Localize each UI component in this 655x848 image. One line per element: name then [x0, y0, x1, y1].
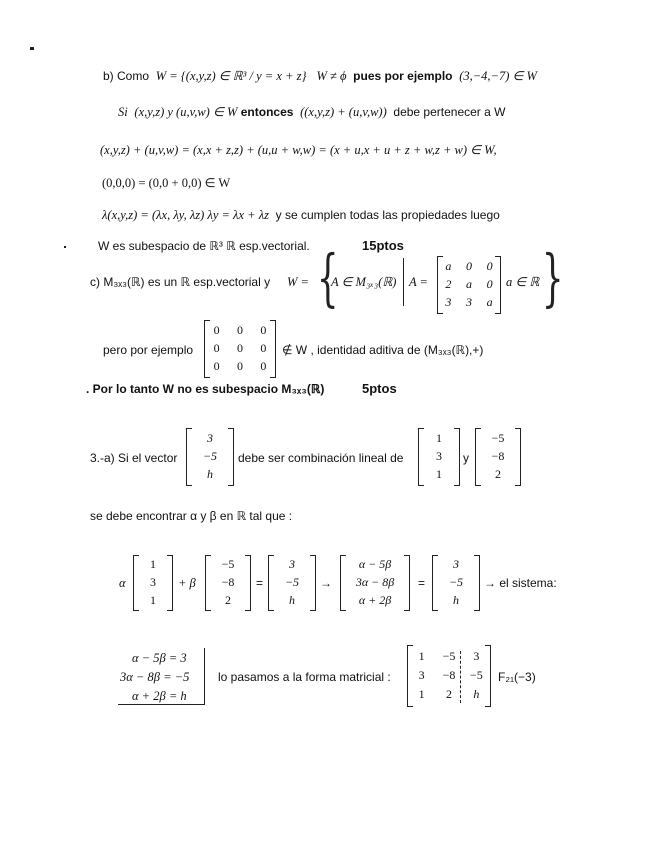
scalar-line: [102, 207, 500, 223]
vector-cell: 3: [289, 557, 295, 571]
row-operation: F₂₁(−3): [498, 670, 536, 684]
vector-row: [433, 575, 479, 590]
system-eq-1: α − 5β = 3: [132, 651, 187, 665]
vector-row: [269, 575, 315, 590]
vector-row: [341, 575, 409, 590]
zero-matrix: [204, 320, 276, 378]
vector-cell: 3: [150, 575, 156, 589]
matrix-row: [438, 295, 500, 310]
matrix-cell: 0: [260, 359, 267, 373]
vector-cell: 2: [495, 467, 501, 481]
matrix-cell: 0: [260, 323, 267, 337]
set-w-left: W =: [287, 275, 309, 289]
matrix-cell: 3: [465, 295, 472, 309]
partc-label: c) M₃ₓ₃(ℝ) es un ℝ esp.vectorial y: [90, 275, 271, 289]
matrix-row: [438, 259, 500, 274]
vector-v1: [418, 428, 460, 486]
matrix-cell: 0: [260, 341, 267, 355]
example-text: pues por ejemplo: [353, 69, 453, 83]
stray-mark: [64, 246, 66, 248]
vector-cell: 1: [150, 557, 156, 571]
matrix-cell: 2: [445, 277, 452, 291]
stray-mark: [30, 47, 34, 50]
vector-cell: 2: [225, 593, 231, 607]
vector-cell: h: [289, 593, 295, 607]
system-bracket: [204, 648, 205, 705]
equals-sign: =: [418, 576, 426, 590]
vector-row: [134, 593, 172, 608]
scalar-expression: λ(x,y,z) = (λx, λy, λz) λy = λx + λz: [102, 208, 269, 222]
augment-divider: [460, 651, 461, 703]
eq-vector-v1: [133, 555, 173, 611]
matrix-cell: 3: [445, 295, 452, 309]
vector-row: [134, 575, 172, 590]
vector-cell: 3α − 8β: [355, 575, 395, 589]
vector-cell: 3: [453, 557, 459, 571]
matrix-cell: 0: [236, 359, 243, 373]
vector-row: [187, 431, 233, 446]
vector-cell: h: [207, 467, 213, 481]
vector-cell: 1: [436, 431, 442, 445]
zero-vector-line: (0,0,0) = (0,0 + 0,0) ∈ W: [102, 176, 231, 190]
sum-expression: ((x,y,z) + (u,v,w)): [300, 105, 387, 119]
partb-line2: [118, 104, 505, 120]
set-definition: W = {(x,y,z) ∈ ℝ³ / y = x + z}: [155, 69, 307, 83]
vector-row: [206, 593, 250, 608]
matrix-cell: −8: [442, 668, 456, 682]
vector-row: [419, 467, 459, 482]
vector-cell: −5: [491, 431, 505, 445]
vector-cell: α + 2β: [358, 593, 392, 607]
partb-label: b) Como: [103, 69, 150, 83]
matrix-row: [205, 359, 275, 374]
vector-row: [187, 467, 233, 482]
vector-row: [206, 575, 250, 590]
vectors-in-w: (x,y,z) y (u,v,w) ∈ W: [134, 105, 238, 119]
points-15: 15ptos: [362, 238, 404, 253]
vector-row: [476, 449, 520, 464]
matrix-row: [205, 323, 275, 338]
matrix-row: [438, 277, 500, 292]
vector-cell: −8: [221, 575, 235, 589]
vector-row: [269, 557, 315, 572]
si-text: Si: [118, 105, 128, 119]
matrix-cell: 0: [213, 323, 220, 337]
matrix-cell: 0: [213, 359, 220, 373]
system-underline: [118, 704, 204, 705]
vector-cell: −8: [491, 449, 505, 463]
vector-cell: h: [453, 593, 459, 607]
belong-text: debe pertenecer a W: [393, 105, 506, 119]
matrix-cell: 3: [418, 668, 425, 682]
vector-row: [476, 467, 520, 482]
matrix-cell: a: [486, 295, 493, 309]
such-that-bar: [403, 258, 404, 306]
vector-cell: 1: [436, 467, 442, 481]
system-text: → el sistema:: [484, 576, 557, 590]
vector-cell: −5: [221, 557, 235, 571]
system-eq-2: 3α − 8β = −5: [120, 670, 190, 684]
eq-vector-b: [268, 555, 316, 611]
subspace-line: [98, 238, 310, 254]
conclusion-text: . Por lo tanto W no es subespacio M₃ₓ₃(ℝ): [86, 382, 325, 396]
matrix-cell: a: [445, 259, 452, 273]
left-brace: {: [316, 241, 339, 314]
plus-beta: + β: [178, 576, 196, 590]
combination-text: debe ser combinación lineal de: [238, 451, 404, 465]
properties-text: y se cumplen todas las propiedades luego: [275, 208, 500, 222]
matrix-a: [437, 256, 501, 314]
arrow-symbol: →: [320, 576, 332, 590]
matrix-cell: 0: [486, 277, 493, 291]
matrix-cell: −5: [442, 649, 456, 663]
matrix-cell: 1: [418, 687, 425, 701]
vector-row: [476, 431, 520, 446]
combo-vector: [340, 555, 410, 611]
part3-intro: 3.-a) Si el vector: [90, 451, 178, 465]
matrix-cell: 0: [486, 259, 493, 273]
matrix-cell: 1: [418, 649, 425, 663]
a-in-reals: a ∈ ℝ: [506, 275, 540, 289]
matrix-row: [205, 341, 275, 356]
rhs-vector: [432, 555, 480, 611]
example-prefix: pero por ejemplo: [103, 343, 194, 357]
and-text: y: [463, 451, 469, 465]
matrix-cell: 0: [465, 259, 472, 273]
matrix-cell: 0: [236, 323, 243, 337]
matrix-cell: h: [473, 687, 480, 701]
find-text: se debe encontrar α y β en ℝ tal que :: [90, 509, 293, 523]
matrix-row: [408, 687, 490, 702]
vector-row: [433, 557, 479, 572]
eq-vector-v2: [205, 555, 251, 611]
matrix-cell: −5: [469, 668, 483, 682]
vector-row: [187, 449, 233, 464]
points-5: 5ptos: [362, 381, 397, 396]
alpha-symbol: α: [119, 576, 126, 590]
vector-cell: 3: [207, 431, 213, 445]
vector-row: [134, 557, 172, 572]
matricial-text: lo pasamos a la forma matricial :: [218, 670, 391, 684]
matrix-cell: 2: [445, 687, 452, 701]
matrix-cell: 3: [473, 649, 480, 663]
vector-cell: −5: [284, 575, 300, 589]
vector-row: [206, 557, 250, 572]
vector-v2: [475, 428, 521, 486]
matrix-row: [408, 668, 490, 683]
right-brace: }: [541, 241, 564, 314]
vector-cell: 1: [150, 593, 156, 607]
matrix-cell: a: [465, 277, 472, 291]
partb-line1: [103, 68, 537, 84]
vector-cell: −5: [448, 575, 464, 589]
entonces-text: entonces: [240, 105, 294, 119]
vector-row: [419, 431, 459, 446]
set-condition: A ∈ M₃ₓ₃(ℝ): [331, 275, 397, 289]
vector-cell: α − 5β: [358, 557, 392, 571]
equals-sign: =: [256, 576, 264, 590]
vector-cell: −5: [202, 449, 218, 463]
vector-row: [341, 557, 409, 572]
vector-cell: 3: [436, 449, 442, 463]
nonempty-statement: W ≠ ϕ: [316, 69, 347, 83]
matrix-cell: 0: [213, 341, 220, 355]
augmented-matrix: [407, 645, 491, 707]
vector-b: [186, 428, 234, 486]
matrix-cell: 0: [236, 341, 243, 355]
vector-row: [433, 593, 479, 608]
example-suffix: ∉ W , identidad aditiva de (M₃ₓ₃(ℝ),+): [282, 343, 484, 357]
subspace-text: W es subespacio de ℝ³ ℝ esp.vectorial.: [98, 239, 310, 253]
matrix-row: [408, 649, 490, 664]
vector-row: [419, 449, 459, 464]
a-equals: A =: [409, 275, 428, 289]
closure-sum-line: (x,y,z) + (u,v,w) = (x,x + z,z) + (u,u + w,w) = (x + u,x + u + z + w,z + w) ∈ W,: [100, 143, 497, 157]
example-vector: (3,−4,−7) ∈ W: [459, 69, 537, 83]
vector-row: [341, 593, 409, 608]
system-eq-3: α + 2β = h: [132, 689, 187, 703]
vector-row: [269, 593, 315, 608]
